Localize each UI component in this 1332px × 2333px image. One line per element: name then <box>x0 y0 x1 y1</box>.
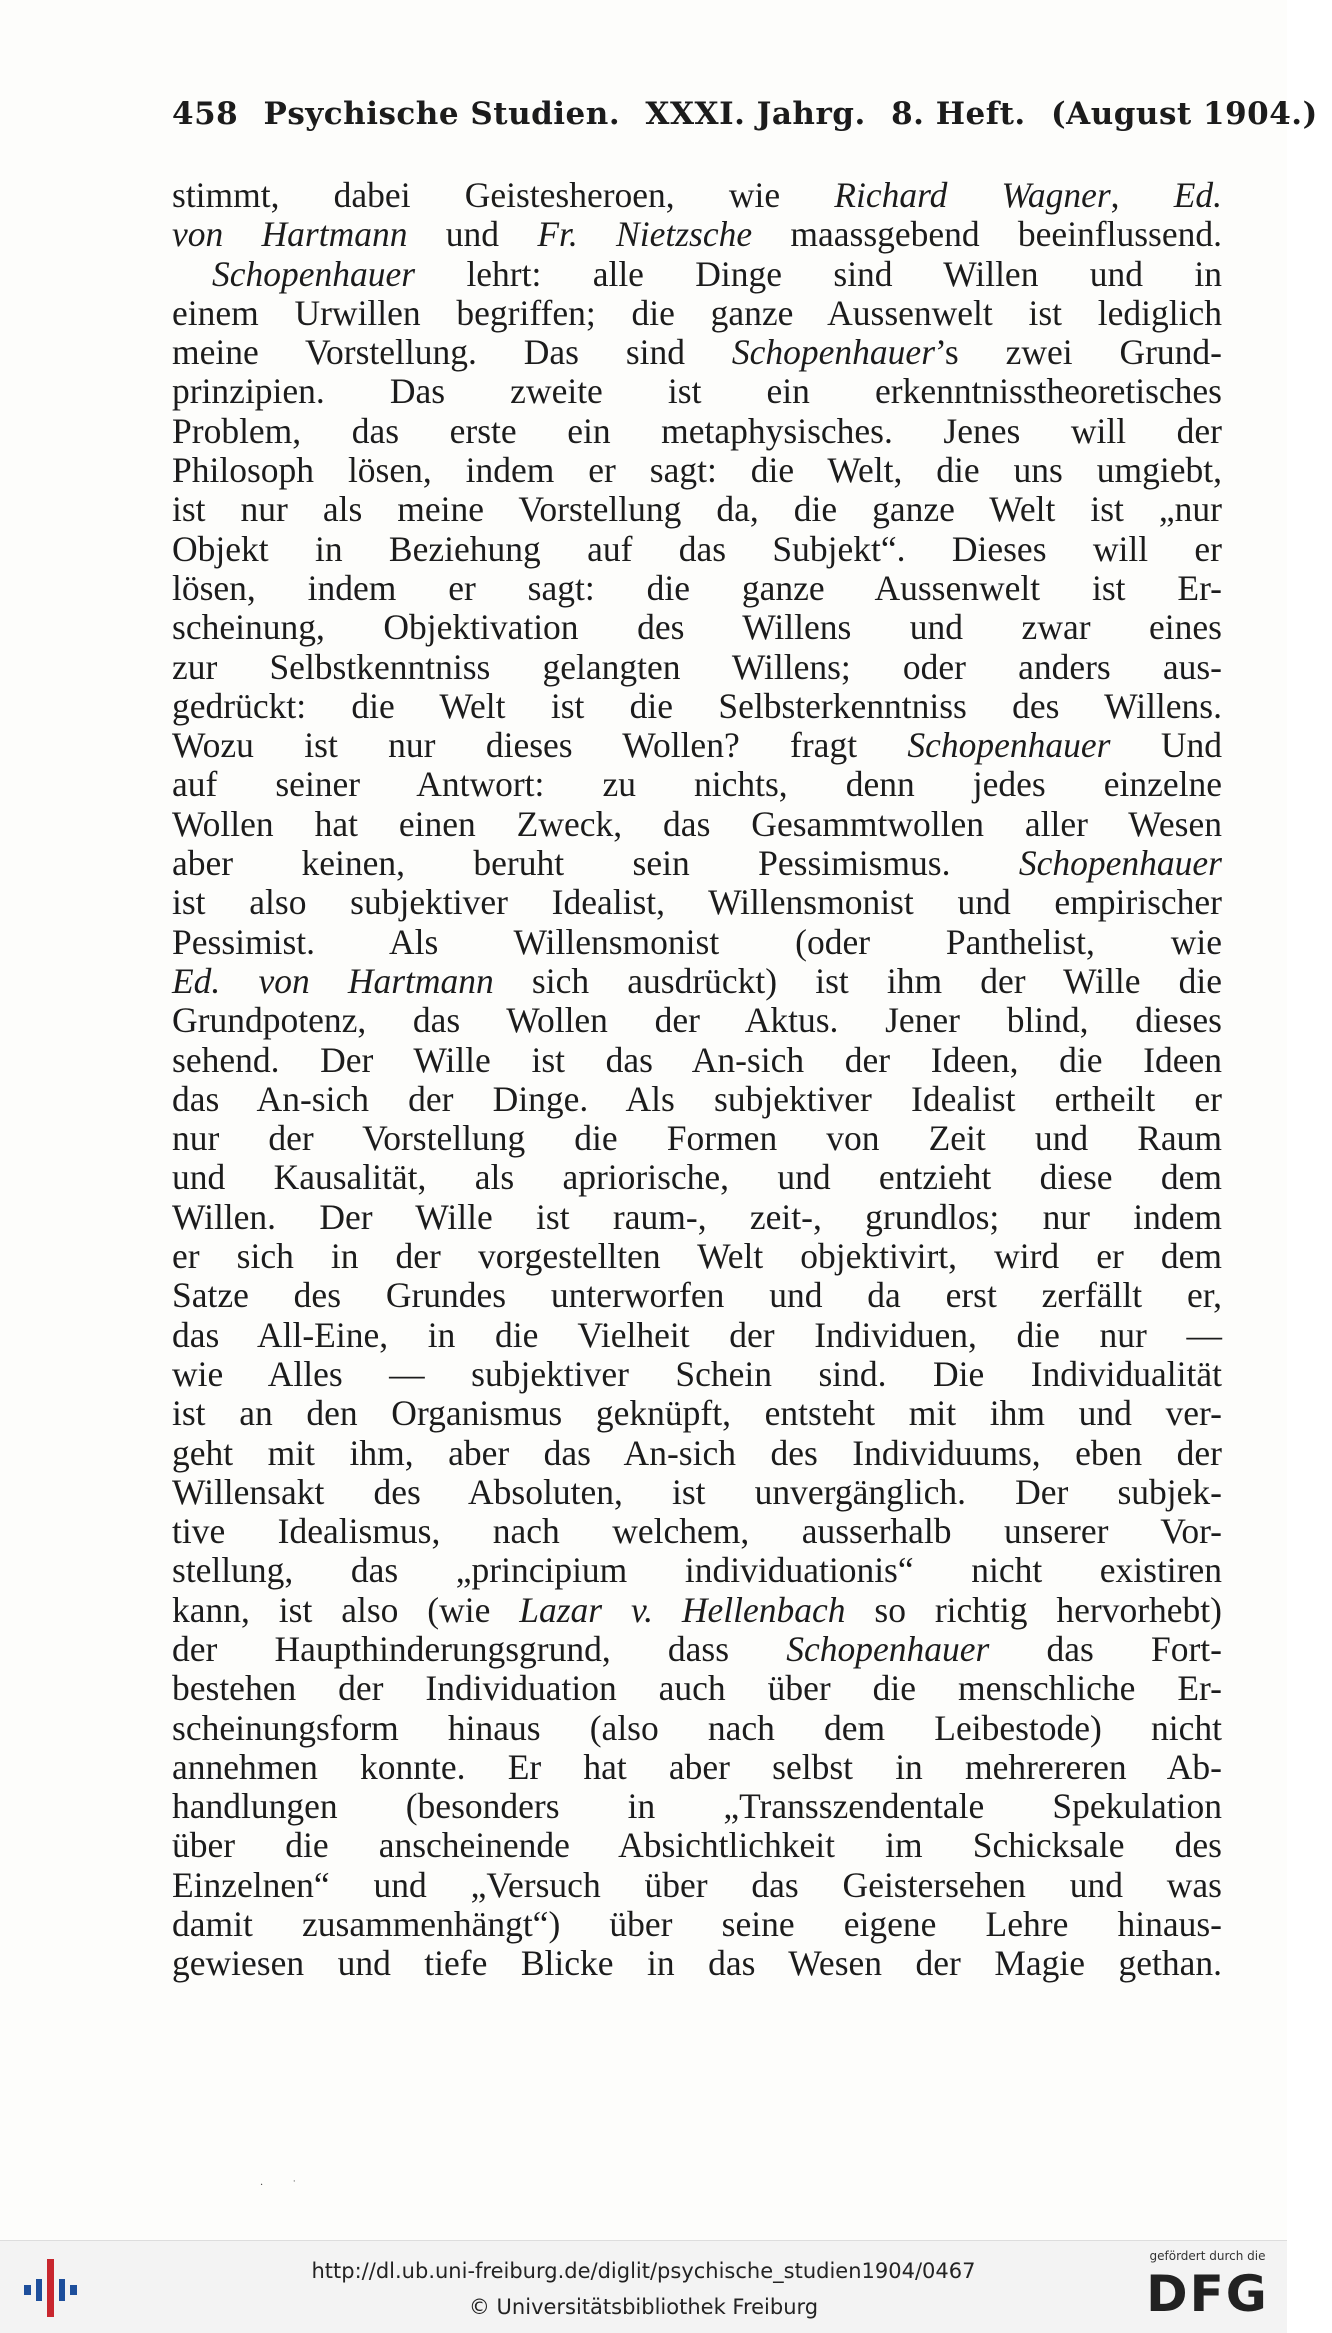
text-line <box>172 648 1222 687</box>
text-segment: gedrückt: die Welt ist die Selbsterkenntniss des Willens. <box>172 685 1222 726</box>
text-segment: sich ausdrückt) ist ihm der Wille die <box>493 960 1222 1001</box>
text-segment: Satze des Grundes unterworfen und da erst zerfällt er, <box>172 1275 1222 1316</box>
text-line <box>172 333 1222 372</box>
text-segment: Wozu ist nur dieses Wollen? fragt <box>172 725 908 766</box>
text-line <box>172 1630 1222 1669</box>
text-segment: annehmen konnte. Er hat aber selbst in mehrereren Ab- <box>172 1746 1222 1787</box>
text-segment: zur Selbstkenntniss gelangten Willens; oder anders aus- <box>172 646 1222 687</box>
text-segment: das An-sich der Dinge. Als subjektiver Idealist ertheilt er <box>172 1078 1222 1119</box>
text-segment: das All-Eine, in die Vielheit der Individuen, die nur — <box>172 1314 1222 1355</box>
page-number: 458 <box>172 96 239 132</box>
text-line <box>172 805 1222 844</box>
text-line <box>172 962 1222 1001</box>
text-line <box>172 1041 1222 1080</box>
italic-name: Ed. von Hartmann <box>172 960 494 1001</box>
text-segment: lösen, indem er sagt: die ganze Aussenwelt ist Er- <box>172 567 1222 608</box>
text-line <box>172 1473 1222 1512</box>
text-line <box>172 255 1222 294</box>
digitization-footer <box>0 2240 1287 2333</box>
text-line <box>172 1826 1222 1865</box>
volume: XXXI. Jahrg. <box>645 96 866 132</box>
text-line <box>172 1591 1222 1630</box>
text-segment: Willen. Der Wille ist raum-, zeit-, grundlos; nur indem <box>172 1196 1222 1237</box>
text-segment: Philosoph lösen, indem er sagt: die Welt, die uns umgiebt, <box>172 450 1222 491</box>
text-line <box>172 1512 1222 1551</box>
running-header <box>172 96 1318 132</box>
text-segment: meine Vorstellung. Das sind <box>172 332 732 373</box>
italic-name: Ed. <box>1173 175 1223 215</box>
text-segment: handlungen (besonders in „Transszendentale Spekulation <box>172 1786 1222 1827</box>
text-line <box>172 1669 1222 1708</box>
text-segment: bestehen der Individuation auch über die menschliche Er- <box>172 1668 1222 1709</box>
text-segment: er sich in der vorgestellten Welt objektivirt, wird er dem <box>172 1236 1222 1277</box>
copyright-notice: © Universitätsbibliothek Freiburg <box>468 2295 819 2319</box>
text-segment: und Kausalität, als apriorische, und entzieht diese dem <box>172 1157 1222 1198</box>
text-line <box>172 1748 1222 1787</box>
text-segment: Willensakt des Absoluten, ist unvergänglich. Der subjek- <box>172 1471 1222 1512</box>
text-segment: einem Urwillen begriffen; die ganze Aussenwelt ist lediglich <box>172 292 1222 333</box>
text-segment: ist nur als meine Vorstellung da, die ganze Welt ist „nur <box>172 489 1222 530</box>
text-line <box>172 569 1222 608</box>
text-line <box>172 844 1222 883</box>
text-line <box>172 1001 1222 1040</box>
text-line <box>172 1394 1222 1433</box>
text-line <box>172 1551 1222 1590</box>
text-segment: ’s zwei Grund- <box>935 332 1222 373</box>
text-segment: so richtig hervorhebt) <box>845 1589 1222 1630</box>
text-segment: Problem, das erste ein metaphysisches. Jenes will der <box>172 410 1222 451</box>
text-line <box>172 1158 1222 1197</box>
text-line <box>172 1237 1222 1276</box>
text-line <box>172 1434 1222 1473</box>
italic-name: von Hartmann <box>172 214 408 255</box>
text-line <box>172 1905 1222 1944</box>
text-line <box>172 923 1222 962</box>
italic-name: Schopenhauer <box>212 253 416 294</box>
text-line <box>172 1787 1222 1826</box>
text-segment: kann, ist also (wie <box>172 1589 520 1630</box>
text-segment: damit zusammenhängt“) über seine eigene Lehre hinaus- <box>172 1904 1222 1945</box>
text-segment: Und <box>1110 725 1222 766</box>
text-segment: sehend. Der Wille ist das An-sich der Ideen, die Ideen <box>172 1039 1222 1080</box>
text-segment: nur der Vorstellung die Formen von Zeit und Raum <box>172 1118 1222 1159</box>
text-segment: ist also subjektiver Idealist, Willensmonist und empirischer <box>172 882 1222 923</box>
italic-name: Richard Wagner <box>834 175 1111 215</box>
issue: 8. Heft. <box>891 96 1026 132</box>
scan-specks: · ˙ <box>260 2180 297 2191</box>
italic-name: Schopenhauer <box>907 725 1111 766</box>
permalink-url[interactable]: http://dl.ub.uni-freiburg.de/diglit/psychische_studien1904/0467 <box>311 2259 976 2283</box>
text-segment: scheinung, Objektivation des Willens und zwar eines <box>172 607 1222 648</box>
text-line <box>172 490 1222 529</box>
text-line <box>172 176 1222 215</box>
text-segment: prinzipien. Das zweite ist ein erkenntnisstheoretisches <box>172 371 1222 412</box>
text-segment: Grundpotenz, das Wollen der Aktus. Jener blind, dieses <box>172 1000 1222 1041</box>
text-line <box>172 412 1222 451</box>
text-line <box>172 215 1222 254</box>
text-line <box>172 451 1222 490</box>
text-line <box>172 883 1222 922</box>
body-text <box>172 176 1222 1984</box>
text-line <box>172 608 1222 647</box>
text-segment: das Fort- <box>989 1628 1222 1669</box>
text-line <box>172 687 1222 726</box>
text-line <box>172 294 1222 333</box>
text-line <box>172 1119 1222 1158</box>
text-line <box>172 1198 1222 1237</box>
text-line <box>172 1080 1222 1119</box>
text-segment: Einzelnen“ und „Versuch über das Geistersehen und was <box>172 1864 1222 1905</box>
text-line <box>172 1316 1222 1355</box>
text-segment: maassgebend beeinflussend. <box>752 214 1222 255</box>
text-segment: ist an den Organismus geknüpft, entsteht mit ihm und ver- <box>172 1393 1222 1434</box>
text-segment: geht mit ihm, aber das An-sich des Individuums, eben der <box>172 1432 1222 1473</box>
journal-title: Psychische Studien. <box>263 96 621 132</box>
text-segment: tive Idealismus, nach welchem, ausserhalb unserer Vor- <box>172 1511 1222 1552</box>
text-segment: stellung, das „principium individuationis“ nicht existiren <box>172 1550 1222 1591</box>
text-line <box>172 1709 1222 1748</box>
text-line <box>172 1276 1222 1315</box>
dfg-logo <box>1140 2249 1275 2329</box>
text-segment: der Haupthinderungsgrund, dass <box>172 1628 787 1669</box>
text-segment: stimmt, dabei Geistesheroen, wie <box>172 175 835 215</box>
italic-name: Schopenhauer <box>786 1628 990 1669</box>
text-segment: über die anscheinende Absichtlichkeit im Schicksale des <box>172 1825 1222 1866</box>
italic-name: Schopenhauer <box>1018 843 1222 884</box>
text-segment: wie Alles — subjektiver Schein sind. Die Individualität <box>172 1353 1222 1394</box>
dfg-funded-by: gefördert durch die <box>1149 2249 1266 2263</box>
text-line <box>172 1866 1222 1905</box>
text-segment: lehrt: alle Dinge sind Willen und in <box>415 253 1222 294</box>
text-segment: , <box>1110 175 1174 215</box>
text-segment: auf seiner Antwort: zu nichts, denn jedes einzelne <box>172 764 1222 805</box>
text-line <box>172 1355 1222 1394</box>
text-segment: Wollen hat einen Zweck, das Gesammtwollen aller Wesen <box>172 803 1222 844</box>
text-segment: Pessimist. Als Willensmonist (oder Panthelist, wie <box>172 921 1222 962</box>
text-line <box>172 726 1222 765</box>
text-line <box>172 530 1222 569</box>
text-line <box>172 1944 1222 1983</box>
text-segment: Objekt in Beziehung auf das Subjekt“. Dieses will er <box>172 528 1222 569</box>
text-segment: gewiesen und tiefe Blicke in das Wesen der Magie gethan. <box>172 1943 1222 1984</box>
italic-name: Lazar v. Hellenbach <box>519 1589 846 1630</box>
text-segment: aber keinen, beruht sein Pessimismus. <box>172 843 1019 884</box>
text-segment: scheinungsform hinaus (also nach dem Leibestode) nicht <box>172 1707 1222 1748</box>
text-line <box>172 372 1222 411</box>
dfg-wordmark: DFG <box>1146 2265 1269 2323</box>
italic-name: Fr. Nietzsche <box>537 214 753 255</box>
issue-date: (August 1904.) <box>1050 96 1318 132</box>
italic-name: Schopenhauer <box>731 332 936 373</box>
text-segment: und <box>407 214 538 255</box>
text-line <box>172 765 1222 804</box>
